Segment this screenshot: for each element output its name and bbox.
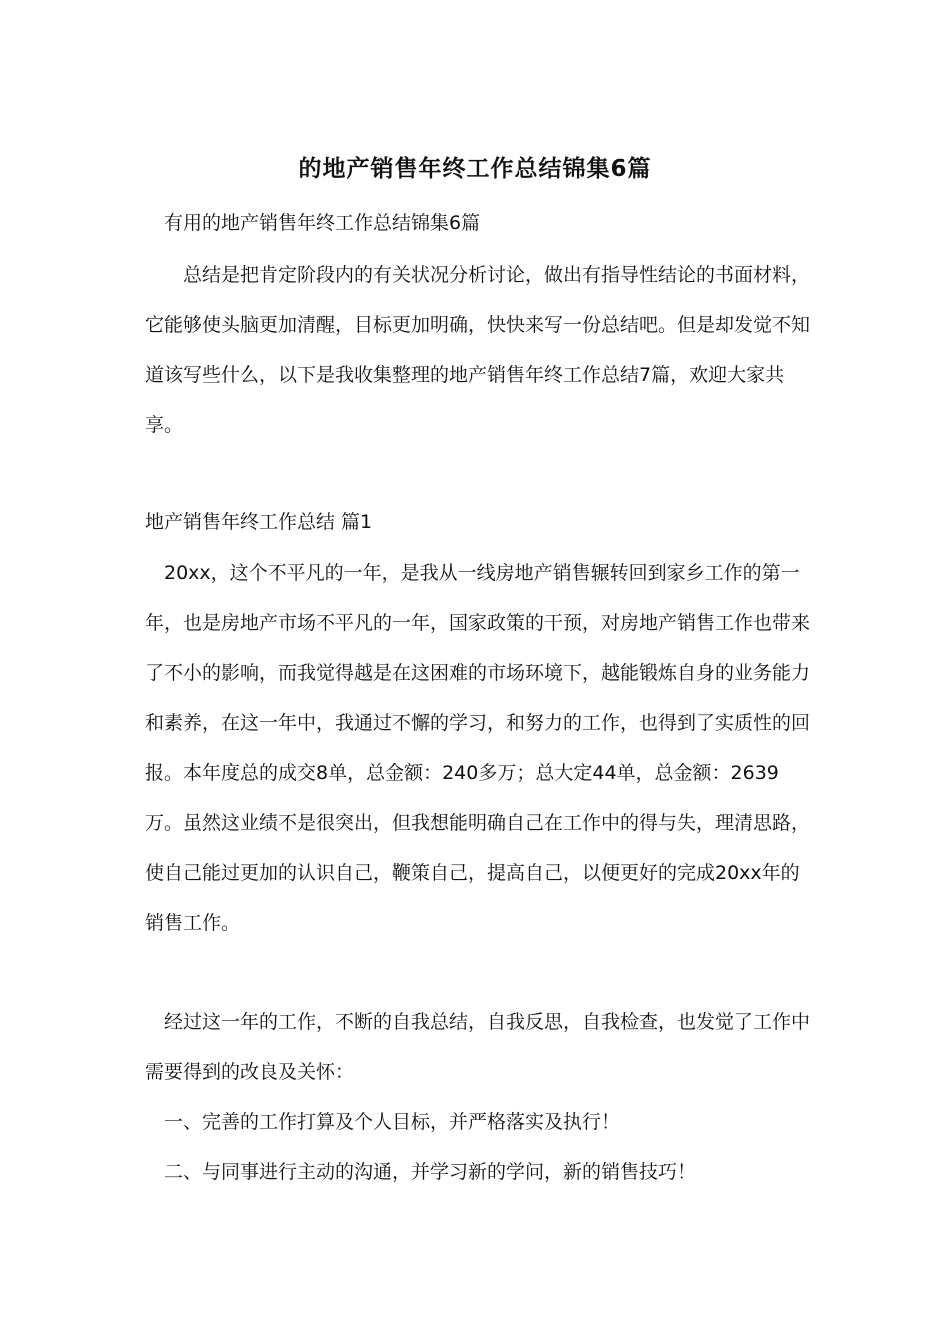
document-title: 的地产销售年终工作总结锦集6篇: [298, 156, 652, 182]
section-heading: 地产销售年终工作总结 篇1: [145, 511, 373, 533]
intro-paragraph: 总结是把肯定阶段内的有关状况分析讨论，做出有指导性结论的书面材料，它能够使头脑更加清醒，目标更加明确，快快来写一份总结吧。但是却发觉不知道该写些什么，以下是我收集整理的地产销售年终工作总结7篇，欢迎大家共享。: [145, 264, 811, 436]
document-subtitle: 有用的地产销售年终工作总结锦集6篇: [164, 212, 481, 234]
body-paragraph: 20xx，这个不平凡的一年，是我从一线房地产销售辗转回到家乡工作的第一年，也是房地产市场不平凡的一年，国家政策的干预，对房地产销售工作也带来了不小的影响，而我觉得越是在这困难的市场环境下，越能锻炼自身的业务能力和素养，在这一年中，我通过不懈的学习，和努力的工作，也得到了实质性的回报。本年度总的成交8单，总金额：240多万；总大定44单，总金额：2639万。虽然这业绩不是很突出，但我想能明确自己在工作中的得与失，理清思路，使自己能过更加的认识自己，鞭策自己，提高自己，以便更好的完成20xx年的销售工作。: [145, 562, 811, 934]
body-paragraph: 经过这一年的工作，不断的自我总结，自我反思，自我检查，也发觉了工作中需要得到的改良及关怀：: [145, 1011, 811, 1083]
list-item: 二、与同事进行主动的沟通，并学习新的学问，新的销售技巧！: [164, 1161, 697, 1183]
list-item: 一、完善的工作打算及个人目标，并严格落实及执行！: [164, 1111, 621, 1133]
